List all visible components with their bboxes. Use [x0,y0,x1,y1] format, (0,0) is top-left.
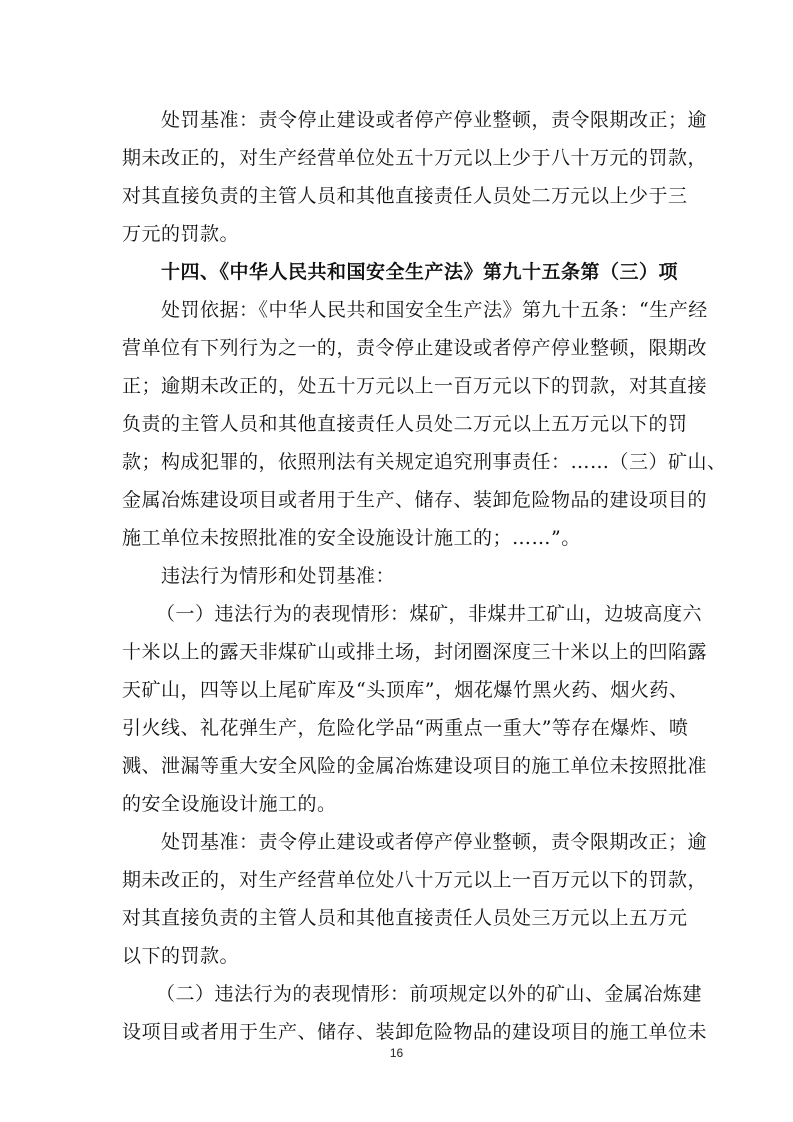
text-line: 天矿山，四等以上尾矿库及“头顶库”，烟花爆竹黑火药、烟火药、 [122,679,689,701]
text-line: 以下的罚款。 [122,945,240,967]
text-line: 十米以上的露天非煤矿山或排土场，封闭圈深度三十米以上的凹陷露 [122,641,708,663]
page-number: 16 [389,1046,404,1060]
text-line: （一）违法行为的表现情形：煤矿，非煤井工矿山，边坡高度六 [156,603,703,625]
text-line: （二）违法行为的表现情形：前项规定以外的矿山、金属冶炼建 [156,983,703,1005]
text-line: 施工单位未按照批准的安全设施设计施工的；……”。 [122,527,581,549]
text-line: 营单位有下列行为之一的，责令停止建设或者停产停业整顿，限期改 [122,337,708,359]
text-line: 的安全设施设计施工的。 [122,793,337,815]
text-line: 处罚基准：责令停止建设或者停产停业整顿，责令限期改正；逾 [161,109,708,131]
text-line: 负责的主管人员和其他直接责任人员处二万元以上五万元以下的罚 [122,413,688,435]
text-line: 万元的罚款。 [122,223,240,245]
section-heading: 十四、《中华人民共和国安全生产法》第九十五条第（三）项 [161,261,679,283]
text-line: 设项目或者用于生产、储存、装卸危险物品的建设项目的施工单位未 [122,1021,708,1043]
text-line: 对其直接负责的主管人员和其他直接责任人员处二万元以上少于三 [122,185,688,207]
text-line: 处罚基准：责令停止建设或者停产停业整顿，责令限期改正；逾 [161,831,708,853]
text-line: 对其直接负责的主管人员和其他直接责任人员处三万元以上五万元 [122,907,688,929]
text-line: 处罚依据：《中华人民共和国安全生产法》第九十五条：“生产经 [161,299,708,321]
text-line: 引火线、礼花弹生产，危险化学品“两重点一重大”等存在爆炸、喷 [122,717,689,739]
text-line: 期未改正的，对生产经营单位处八十万元以上一百万元以下的罚款， [122,869,708,891]
text-line: 期未改正的，对生产经营单位处五十万元以上少于八十万元的罚款， [122,147,708,169]
text-line: 金属冶炼建设项目或者用于生产、储存、装卸危险物品的建设项目的 [122,489,708,511]
text-line: 款；构成犯罪的，依照刑法有关规定追究刑事责任：……（三）矿山、 [122,451,727,473]
text-line: 正；逾期未改正的，处五十万元以上一百万元以下的罚款，对其直接 [122,375,708,397]
text-line: 溅、泄漏等重大安全风险的金属冶炼建设项目的施工单位未按照批准 [122,755,708,777]
text-line: 违法行为情形和处罚基准： [161,565,396,587]
